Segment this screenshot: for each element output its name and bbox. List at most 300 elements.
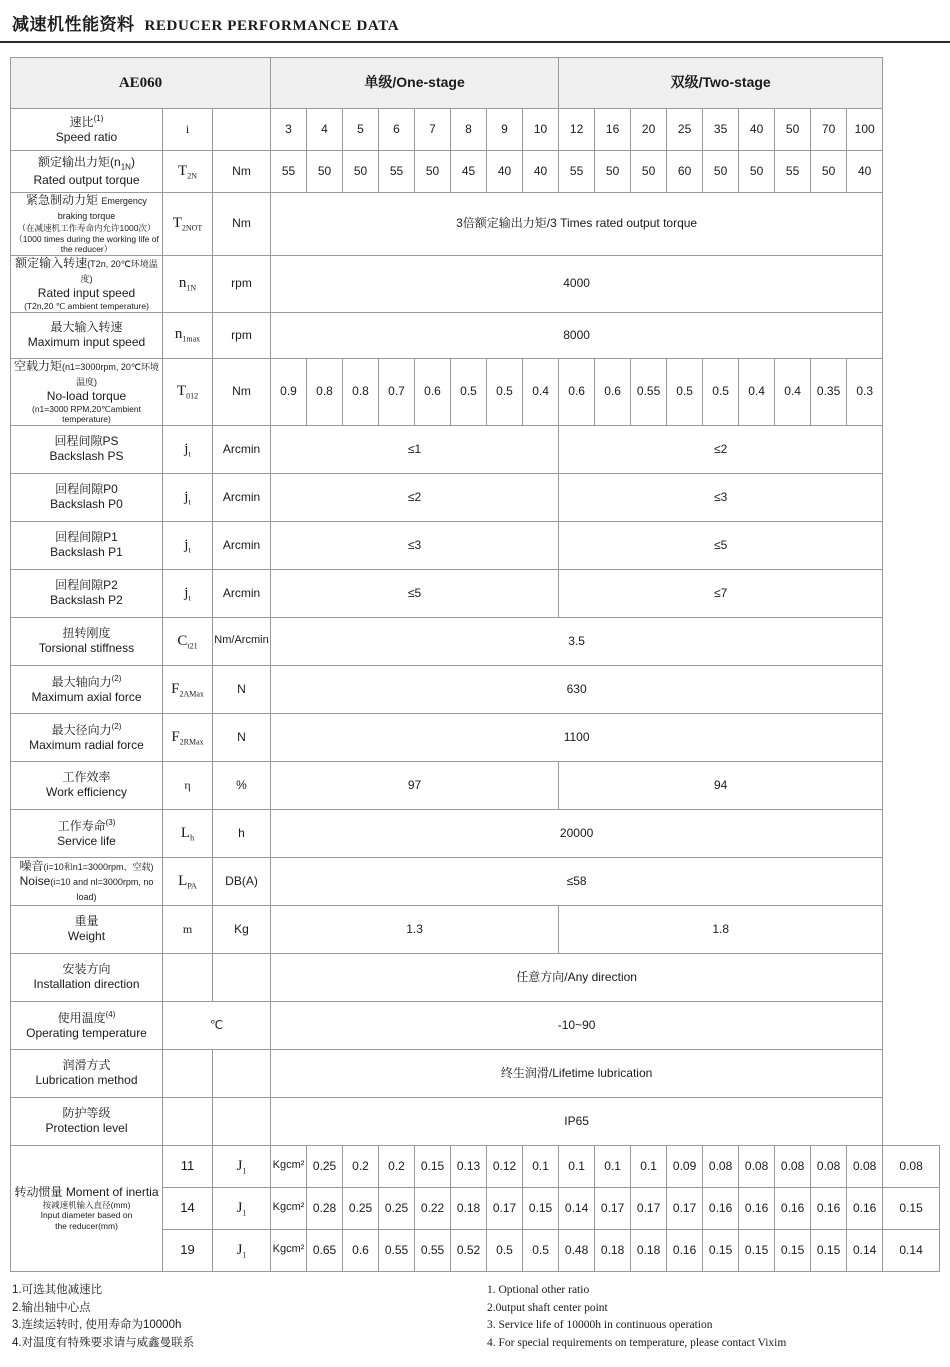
symbol-main: j: [184, 536, 189, 553]
value-cell: 0.6: [343, 1229, 379, 1271]
value-cell: 0.4: [739, 358, 775, 425]
label-cn-small: (i=10和n1=3000rpm、空载): [43, 861, 154, 872]
value-cell: 0.17: [487, 1187, 523, 1229]
row-label-lubrication-method: [11, 1049, 163, 1097]
value-backlash-p1-two-stage: ≤5: [559, 521, 883, 569]
ratio-cell: 4: [307, 109, 343, 151]
unit-max-radial-force: N: [213, 713, 271, 761]
value-operating-temperature: -10~90: [271, 1001, 883, 1049]
ratio-cell: 70: [811, 109, 847, 151]
unit-moment-of-inertia: Kgcm²: [271, 1229, 307, 1271]
symbol-service-life: [163, 809, 213, 857]
symbol-noise: [163, 857, 213, 905]
symbol-main: j: [184, 584, 189, 601]
unit-speed-ratio: [213, 109, 271, 151]
label-cn: 紧急制动力矩: [26, 193, 99, 207]
footnote-item: 1. Optional other ratio: [487, 1283, 590, 1296]
value-cell: 0.16: [739, 1187, 775, 1229]
label-en-small: (T2n,20 ℃ ambient temperature): [24, 300, 149, 311]
label-cn: 转动惯量: [14, 1184, 63, 1199]
ratio-cell: 20: [631, 109, 667, 151]
value-cell: 0.14: [883, 1229, 940, 1271]
unit-moment-of-inertia: Kgcm²: [271, 1145, 307, 1187]
two-stage-header: 双级/Two-stage: [559, 58, 883, 109]
value-cell: 55: [559, 151, 595, 193]
value-weight-two-stage: 1.8: [559, 905, 883, 953]
value-cell: 0.08: [811, 1145, 847, 1187]
table-row-lubrication-method: [11, 1049, 940, 1097]
value-rated-input-speed: 4000: [271, 255, 883, 312]
value-cell: 0.08: [775, 1145, 811, 1187]
unit-noise: DB(A): [213, 857, 271, 905]
value-lubrication-method: 终生润滑/Lifetime lubrication: [271, 1049, 883, 1097]
row-label-backlash-p2: [11, 569, 163, 617]
value-cell: 55: [271, 151, 307, 193]
value-cell: 0.25: [379, 1187, 415, 1229]
table-row-installation-direction: [11, 953, 940, 1001]
symbol-sub: t21: [187, 640, 198, 650]
symbol-sub: 1: [242, 1249, 247, 1259]
label-cn: 回程间隙P1: [55, 530, 118, 545]
symbol-main: j: [184, 488, 189, 505]
unit-backlash-p1: Arcmin: [213, 521, 271, 569]
footnote-item: 4. For special requirements on temperature, please contact Vixim: [487, 1337, 787, 1350]
ratio-cell: 100: [847, 109, 883, 151]
label-en-small: Emergency braking torque: [57, 196, 147, 221]
unit-torsional-stiffness: Nm/Arcmin: [213, 617, 271, 665]
label-cn: 最大轴向力: [51, 674, 112, 689]
symbol-main: n: [178, 274, 187, 291]
label-cn: 工作寿命: [57, 818, 106, 833]
ratio-cell: 50: [775, 109, 811, 151]
value-cell: 0.6: [559, 358, 595, 425]
label-en: Operating temperature: [26, 1025, 147, 1040]
symbol-max-radial-force: [163, 713, 213, 761]
table-row-moment-of-inertia-11: [11, 1145, 940, 1187]
row-label-max-radial-force: [11, 713, 163, 761]
label-cn-small: (T2n, 20℃环境温度): [80, 258, 158, 284]
symbol-sub: t: [188, 448, 191, 458]
label-en-small: (n1=3000 RPM,20℃ambient temperature): [31, 403, 141, 425]
value-cell: 0.13: [451, 1145, 487, 1187]
table-row-no-load-torque: [11, 358, 940, 425]
value-torsional-stiffness: 3.5: [271, 617, 883, 665]
page-title: [0, 0, 950, 43]
ratio-cell: 9: [487, 109, 523, 151]
row-label-noise: [11, 857, 163, 905]
row-label-backlash-p0: [11, 473, 163, 521]
label-cn-small: (n1=3000rpm, 20℃环境温度): [62, 361, 159, 387]
value-max-radial-force: 1100: [271, 713, 883, 761]
value-cell: 0.9: [271, 358, 307, 425]
symbol-torsional-stiffness: [163, 617, 213, 665]
value-cell: 0.14: [847, 1229, 883, 1271]
row-label-service-life: [11, 809, 163, 857]
value-weight-one-stage: 1.3: [271, 905, 559, 953]
label-sub: 1N: [120, 162, 131, 172]
symbol-main: J: [236, 1199, 243, 1216]
value-cell: 0.16: [667, 1229, 703, 1271]
symbol-installation-direction: [163, 953, 213, 1001]
value-cell: 0.4: [775, 358, 811, 425]
value-cell: 0.08: [883, 1145, 940, 1187]
symbol-main: L: [180, 824, 191, 841]
value-cell: 0.15: [883, 1187, 940, 1229]
inertia-size-cell: 14: [163, 1187, 213, 1229]
row-label-weight: [11, 905, 163, 953]
table-row-torsional-stiffness: [11, 617, 940, 665]
ratio-cell: 25: [667, 109, 703, 151]
value-backlash-ps-one-stage: ≤1: [271, 425, 559, 473]
footnote-marker: (4): [105, 1009, 116, 1019]
footnote-marker: (3): [105, 817, 116, 827]
label-cn: 回程间隙PS: [54, 434, 119, 449]
label-cn: 回程间隙P0: [55, 482, 118, 497]
label-cn: 防护等级: [62, 1106, 111, 1121]
label-cn: 润滑方式: [62, 1058, 111, 1073]
label-en-small: (i=10 and nl=3000rpm, no load): [50, 876, 154, 902]
footnotes-en: [463, 1282, 938, 1353]
unit-service-life: h: [213, 809, 271, 857]
value-cell: 50: [307, 151, 343, 193]
symbol-main: j: [184, 440, 189, 457]
ratio-cell: 40: [739, 109, 775, 151]
symbol-lubrication-method: [163, 1049, 213, 1097]
ratio-cell: 10: [523, 109, 559, 151]
label-en: Backslash PS: [49, 449, 124, 464]
footnote-item: 3.连续运转时, 使用寿命为10000h: [12, 1319, 182, 1332]
symbol-sub: 2RMax: [179, 736, 204, 746]
value-cell: 0.15: [415, 1145, 451, 1187]
label-en: Rated output torque: [33, 172, 140, 187]
symbol-rated-input-speed: [163, 255, 213, 312]
row-label-speed-ratio: [11, 109, 163, 151]
table-row-noise: [11, 857, 940, 905]
value-work-efficiency-one-stage: 97: [271, 761, 559, 809]
value-cell: 0.25: [343, 1187, 379, 1229]
label-en: Weight: [67, 929, 106, 944]
row-label-emergency-braking-torque: [11, 193, 163, 256]
unit-weight: Kg: [213, 905, 271, 953]
label-cn: 扭转刚度: [62, 626, 111, 641]
value-cell: 0.08: [847, 1145, 883, 1187]
table-row-backlash-p2: [11, 569, 940, 617]
symbol-backlash-p1: [163, 521, 213, 569]
symbol-sub: 1: [242, 1207, 247, 1217]
value-cell: 0.52: [451, 1229, 487, 1271]
row-label-work-efficiency: [11, 761, 163, 809]
ratio-cell: 5: [343, 109, 379, 151]
value-cell: 0.12: [487, 1145, 523, 1187]
label-note-cn: （在减速机工作寿命内允许1000次）: [17, 223, 156, 233]
ratio-cell: 7: [415, 109, 451, 151]
table-row-service-life: [11, 809, 940, 857]
row-label-backlash-p1: [11, 521, 163, 569]
table-row-max-radial-force: [11, 713, 940, 761]
value-backlash-ps-two-stage: ≤2: [559, 425, 883, 473]
unit-max-axial-force: N: [213, 665, 271, 713]
label-en: Backslash P1: [50, 545, 123, 560]
label-cn: 最大径向力: [51, 722, 112, 737]
ratio-cell: 35: [703, 109, 739, 151]
label-en: Rated input speed: [37, 285, 136, 300]
table-row-protection-level: [11, 1097, 940, 1145]
label-en: Installation direction: [33, 977, 140, 992]
symbol-sub: 2N: [187, 171, 197, 181]
value-cell: 0.15: [775, 1229, 811, 1271]
value-cell: 50: [703, 151, 739, 193]
unit-operating-temperature: ℃: [163, 1001, 271, 1049]
label-cn: 工作效率: [62, 770, 111, 785]
symbol-main: L: [178, 872, 188, 889]
value-cell: 0.16: [703, 1187, 739, 1229]
symbol-main: T: [176, 382, 187, 399]
value-cell: 0.16: [775, 1187, 811, 1229]
value-cell: 0.1: [631, 1145, 667, 1187]
table-row-max-axial-force: [11, 665, 940, 713]
value-backlash-p1-one-stage: ≤3: [271, 521, 559, 569]
table-row-speed-ratio: [11, 109, 940, 151]
symbol-sub: 1N: [186, 283, 197, 293]
value-cell: 0.28: [307, 1187, 343, 1229]
table-row-weight: [11, 905, 940, 953]
label-en: Noise: [19, 873, 51, 888]
value-protection-level: IP65: [271, 1097, 883, 1145]
row-label-rated-input-speed: [11, 255, 163, 312]
unit-backlash-p2: Arcmin: [213, 569, 271, 617]
value-cell: 0.2: [343, 1145, 379, 1187]
value-cell: 40: [523, 151, 559, 193]
label-note-cn: 按减速机输入直径(mm): [42, 1199, 131, 1210]
ratio-cell: 3: [271, 109, 307, 151]
value-cell: 0.14: [559, 1187, 595, 1229]
value-cell: 0.5: [487, 358, 523, 425]
footnote-marker: (2): [111, 673, 122, 683]
value-cell: 45: [451, 151, 487, 193]
symbol-moment-of-inertia: [213, 1145, 271, 1187]
value-cell: 0.17: [631, 1187, 667, 1229]
value-cell: 55: [775, 151, 811, 193]
table-row-backlash-p1: [11, 521, 940, 569]
symbol-max-axial-force: [163, 665, 213, 713]
value-cell: 0.8: [307, 358, 343, 425]
unit-rated-input-speed: rpm: [213, 255, 271, 312]
table-row-backlash-p0: [11, 473, 940, 521]
value-cell: 0.55: [631, 358, 667, 425]
value-cell: 0.15: [811, 1229, 847, 1271]
symbol-no-load-torque: [163, 358, 213, 425]
value-noise: ≤58: [271, 857, 883, 905]
value-cell: 0.6: [415, 358, 451, 425]
label-cn: 噪音: [19, 858, 44, 873]
value-cell: 0.5: [523, 1229, 559, 1271]
footnote-item: 1.可选其他减速比: [12, 1283, 103, 1296]
value-cell: 0.3: [847, 358, 883, 425]
value-cell: 0.18: [595, 1229, 631, 1271]
symbol-backlash-p2: [163, 569, 213, 617]
value-cell: 50: [631, 151, 667, 193]
label-cn: 回程间隙P2: [55, 578, 118, 593]
value-cell: 0.48: [559, 1229, 595, 1271]
unit-installation-direction: [213, 953, 271, 1001]
row-label-backlash-ps: [11, 425, 163, 473]
symbol-main: n: [174, 326, 183, 343]
value-cell: 0.7: [379, 358, 415, 425]
value-cell: 0.16: [811, 1187, 847, 1229]
symbol-main: J: [236, 1241, 243, 1258]
page-title-cn: 减速机性能资料: [12, 15, 135, 34]
unit-work-efficiency: %: [213, 761, 271, 809]
footnote-item: 2.0utput shaft center point: [487, 1301, 608, 1314]
symbol-sub: t: [188, 592, 191, 602]
ratio-cell: 16: [595, 109, 631, 151]
value-max-input-speed: 8000: [271, 312, 883, 358]
label-en: No-load torque: [46, 388, 127, 403]
value-cell: 0.4: [523, 358, 559, 425]
reducer-performance-table: [10, 57, 940, 1272]
symbol-moment-of-inertia: [213, 1229, 271, 1271]
value-cell: 0.8: [343, 358, 379, 425]
label-en: Backslash P2: [50, 593, 123, 608]
symbol-main: F: [171, 728, 180, 745]
label-cn: 重量: [74, 914, 99, 929]
label-en: Backslash P0: [50, 497, 123, 512]
symbol-sub: h: [190, 832, 195, 842]
unit-moment-of-inertia: Kgcm²: [271, 1187, 307, 1229]
unit-backlash-ps: Arcmin: [213, 425, 271, 473]
value-cell: 0.5: [487, 1229, 523, 1271]
label-en: Service life: [57, 833, 116, 848]
unit-emergency-braking-torque: Nm: [213, 193, 271, 256]
value-cell: 0.09: [667, 1145, 703, 1187]
unit-backlash-p0: Arcmin: [213, 473, 271, 521]
value-emergency-braking-torque: 3倍额定输出力矩/3 Times rated output torque: [271, 193, 883, 256]
inertia-size-cell: 11: [163, 1145, 213, 1187]
table-header-row: [11, 58, 940, 109]
row-label-torsional-stiffness: [11, 617, 163, 665]
value-cell: 0.08: [739, 1145, 775, 1187]
value-cell: 0.1: [523, 1145, 559, 1187]
symbol-protection-level: [163, 1097, 213, 1145]
value-cell: 0.22: [415, 1187, 451, 1229]
label-cn: 额定输入转速: [15, 255, 88, 270]
value-cell: 60: [667, 151, 703, 193]
value-cell: 50: [343, 151, 379, 193]
value-work-efficiency-two-stage: 94: [559, 761, 883, 809]
symbol-sub: t: [188, 544, 191, 554]
value-cell: 0.6: [595, 358, 631, 425]
value-cell: 40: [487, 151, 523, 193]
value-cell: 0.55: [415, 1229, 451, 1271]
value-cell: 0.15: [703, 1229, 739, 1271]
symbol-sub: 1max: [182, 334, 201, 344]
value-installation-direction: 任意方向/Any direction: [271, 953, 883, 1001]
label-cn: 最大输入转速: [50, 320, 123, 334]
table-row-rated-input-speed: [11, 255, 940, 312]
unit-protection-level: [213, 1097, 271, 1145]
row-label-moment-of-inertia: [11, 1145, 163, 1271]
value-cell: 0.25: [307, 1145, 343, 1187]
value-cell: 0.15: [739, 1229, 775, 1271]
label-note-en: （1000 times during the working life of the reducer）: [14, 233, 159, 255]
footnote-marker: (2): [111, 721, 122, 731]
value-cell: 0.15: [523, 1187, 559, 1229]
footnote-marker: (1): [93, 114, 104, 123]
label-en: Maximum input speed: [27, 335, 146, 349]
value-cell: 0.5: [667, 358, 703, 425]
value-backlash-p2-one-stage: ≤5: [271, 569, 559, 617]
unit-no-load-torque: Nm: [213, 358, 271, 425]
symbol-sub: t: [188, 496, 191, 506]
value-cell: 0.17: [667, 1187, 703, 1229]
row-label-no-load-torque: [11, 358, 163, 425]
label-cn-tail: ): [130, 155, 135, 170]
value-service-life: 20000: [271, 809, 883, 857]
ratio-cell: 6: [379, 109, 415, 151]
label-en: Lubrication method: [35, 1073, 138, 1088]
value-cell: 50: [739, 151, 775, 193]
one-stage-header: 单级/One-stage: [271, 58, 559, 109]
label-cn: 速比: [69, 115, 94, 129]
value-cell: 0.18: [451, 1187, 487, 1229]
value-cell: 0.18: [631, 1229, 667, 1271]
row-label-max-axial-force: [11, 665, 163, 713]
symbol-main: C: [177, 632, 188, 649]
label-en: Moment of inertia: [65, 1184, 159, 1199]
label-cn: 额定输出力矩(n: [38, 155, 121, 170]
label-en: Protection level: [45, 1121, 128, 1136]
label-en: Maximum axial force: [31, 689, 142, 704]
value-cell: 0.1: [559, 1145, 595, 1187]
label-cn: 安装方向: [62, 962, 111, 977]
value-cell: 0.1: [595, 1145, 631, 1187]
value-cell: 0.17: [595, 1187, 631, 1229]
footnotes-cn: [12, 1282, 463, 1353]
symbol-moment-of-inertia: [213, 1187, 271, 1229]
symbol-sub: 2AMax: [179, 688, 204, 698]
table-row-rated-output-torque: [11, 151, 940, 193]
value-cell: 0.2: [379, 1145, 415, 1187]
symbol-backlash-p0: [163, 473, 213, 521]
value-cell: 40: [847, 151, 883, 193]
value-cell: 50: [811, 151, 847, 193]
symbol-speed-ratio: i: [163, 109, 213, 151]
symbol-sub: PA: [187, 880, 197, 890]
symbol-backlash-ps: [163, 425, 213, 473]
value-cell: 0.55: [379, 1229, 415, 1271]
symbol-main: F: [171, 680, 180, 697]
unit-lubrication-method: [213, 1049, 271, 1097]
symbol-main: T: [172, 215, 182, 232]
value-max-axial-force: 630: [271, 665, 883, 713]
symbol-max-input-speed: [163, 312, 213, 358]
footnote-item: 3. Service life of 10000h in continuous operation: [487, 1319, 713, 1332]
label-en: Torsional stiffness: [38, 641, 135, 656]
ratio-cell: 12: [559, 109, 595, 151]
row-label-max-input-speed: [11, 312, 163, 358]
value-backlash-p0-two-stage: ≤3: [559, 473, 883, 521]
row-label-protection-level: [11, 1097, 163, 1145]
table-row-work-efficiency: [11, 761, 940, 809]
value-cell: 0.65: [307, 1229, 343, 1271]
model-name: AE060: [11, 58, 271, 109]
symbol-emergency-braking-torque: [163, 193, 213, 256]
value-cell: 55: [379, 151, 415, 193]
unit-rated-output-torque: Nm: [213, 151, 271, 193]
symbol-sub: 012: [186, 391, 199, 401]
unit-max-input-speed: rpm: [213, 312, 271, 358]
label-note-en2: the reducer(mm): [55, 1221, 118, 1232]
